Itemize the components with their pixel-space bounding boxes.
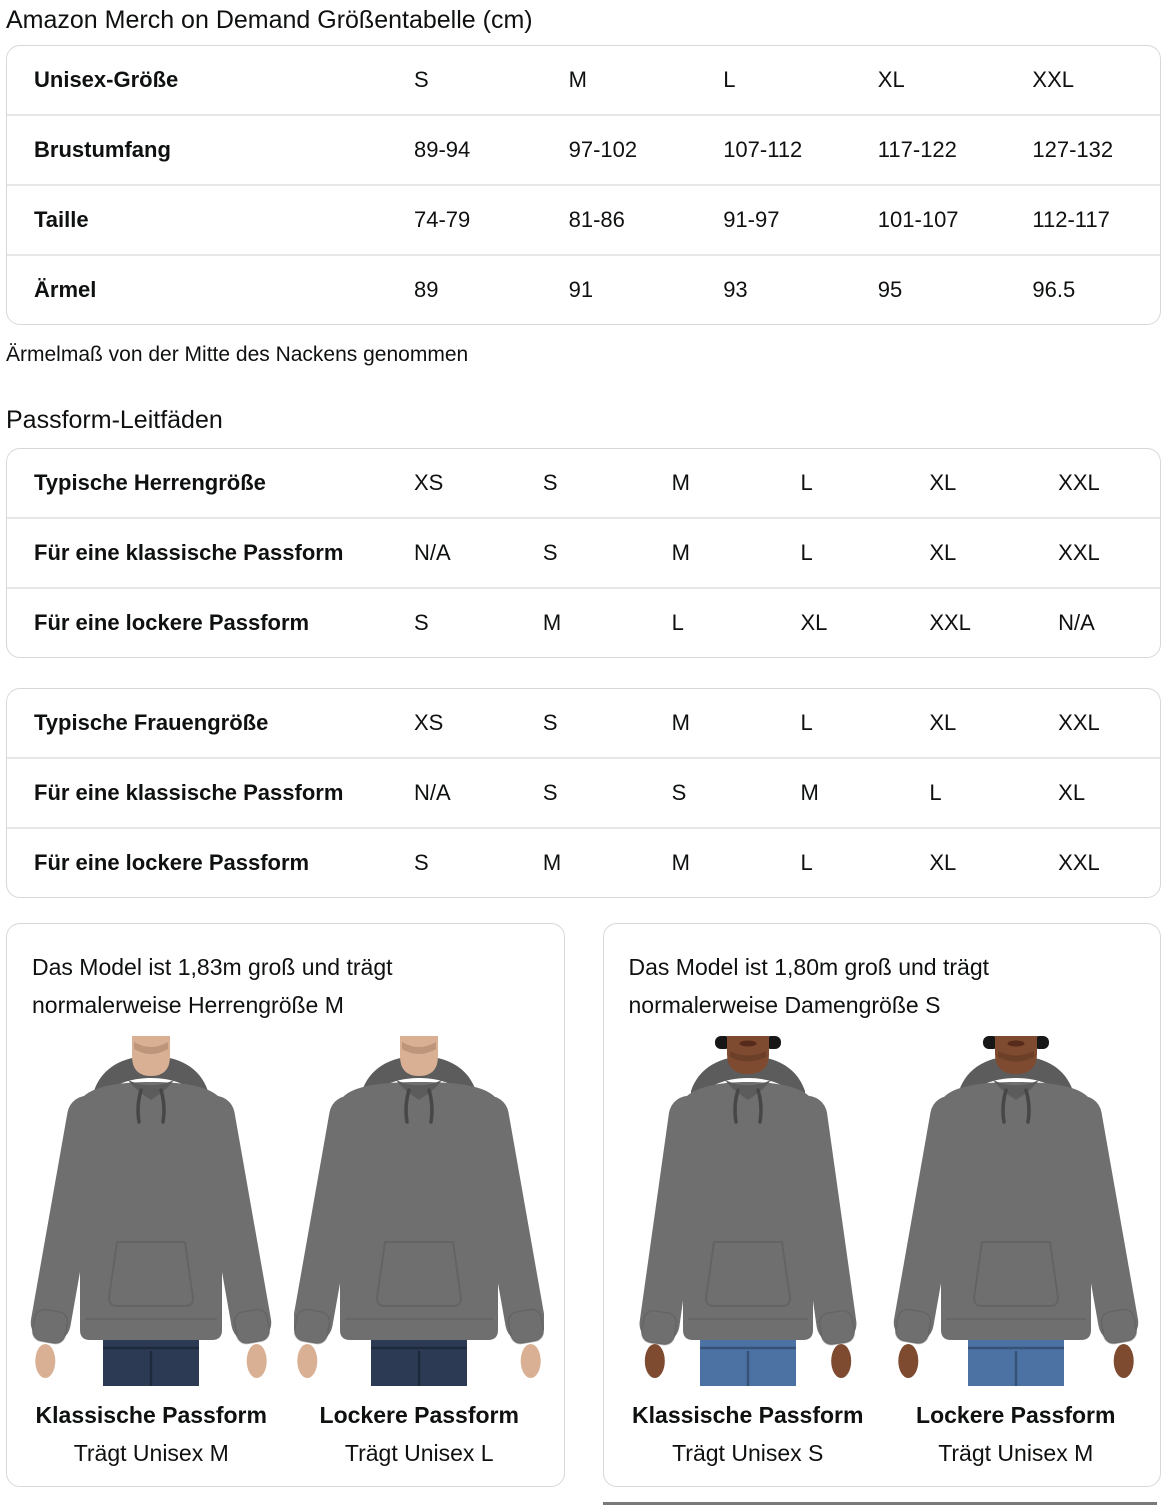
figure-caption xyxy=(891,1402,1141,1467)
row-label: Für eine lockere Passform xyxy=(34,610,310,635)
row-label: Für eine lockere Passform xyxy=(34,850,310,875)
size-cell: N/A xyxy=(414,540,451,565)
size-cell: XS xyxy=(414,710,444,735)
table-row xyxy=(7,184,1160,254)
page-title: Amazon Merch on Demand Größentabelle (cm) xyxy=(6,6,533,34)
table-row xyxy=(7,689,1160,757)
model-cards xyxy=(6,923,1161,1487)
size-cell: S xyxy=(542,540,558,565)
size-cell: L xyxy=(671,610,684,635)
size-cell: S xyxy=(414,610,429,635)
womens-model-card xyxy=(603,923,1162,1487)
row-label: Für eine klassische Passform xyxy=(34,540,344,565)
row-label: Typische Frauengröße xyxy=(34,710,269,735)
size-cell: L xyxy=(800,540,813,565)
row-label: Taille xyxy=(34,207,89,232)
row-label: Typische Herrengröße xyxy=(34,470,266,495)
size-cell: 96.5 xyxy=(1032,277,1076,302)
figure-caption xyxy=(294,1402,544,1467)
size-cell: 89-94 xyxy=(414,137,471,162)
size-cell: XXL xyxy=(1058,710,1100,735)
model-photos xyxy=(25,1036,546,1467)
size-cell: 127-132 xyxy=(1032,137,1114,162)
row-label: Für eine klassische Passform xyxy=(34,780,344,805)
size-worn-label: Trägt Unisex M xyxy=(73,1440,229,1466)
size-cell: M xyxy=(568,67,587,92)
size-cell: S xyxy=(671,780,687,805)
fit-guides-heading: Passform-Leitfäden xyxy=(6,406,223,434)
size-cell: 97-102 xyxy=(568,137,638,162)
size-cell: 91 xyxy=(568,277,594,302)
size-cell: S xyxy=(542,710,558,735)
mens-fit-table xyxy=(6,448,1161,658)
model-description: Das Model ist 1,83m groß und trägt normalerweise Herrengröße M xyxy=(32,954,393,1018)
size-worn-label: Trägt Unisex M xyxy=(938,1440,1094,1466)
size-cell: M xyxy=(671,850,690,875)
size-cell: 101-107 xyxy=(877,207,959,232)
mens-model-card xyxy=(6,923,565,1487)
size-cell: XL xyxy=(929,540,957,565)
model-photos xyxy=(622,1036,1143,1467)
model-photo-male-classic xyxy=(26,1036,276,1386)
model-figure xyxy=(26,1036,276,1467)
table-row xyxy=(7,517,1160,587)
size-cell: XXL xyxy=(1032,67,1074,92)
size-cell: XXL xyxy=(929,610,971,635)
size-cell: XXL xyxy=(1058,540,1100,565)
size-cell: XL xyxy=(1058,780,1086,805)
model-figure xyxy=(891,1036,1141,1467)
size-cell: L xyxy=(800,710,813,735)
size-cell: S xyxy=(414,67,429,92)
model-figure xyxy=(623,1036,873,1467)
size-cell: M xyxy=(671,710,690,735)
figure-caption xyxy=(623,1402,873,1467)
size-cell: 107-112 xyxy=(723,137,803,162)
model-figure xyxy=(294,1036,544,1467)
size-cell: 89 xyxy=(414,277,439,302)
size-cell: 81-86 xyxy=(568,207,625,232)
size-cell: XL xyxy=(929,850,957,875)
size-cell: 91-97 xyxy=(723,207,780,232)
size-cell: L xyxy=(723,67,736,92)
table-row xyxy=(7,46,1160,114)
fit-label: Lockere Passform xyxy=(916,1402,1116,1428)
table-row xyxy=(7,114,1160,184)
table-row xyxy=(7,449,1160,517)
size-cell: S xyxy=(414,850,429,875)
size-cell: 117-122 xyxy=(877,137,957,162)
table-row xyxy=(7,827,1160,897)
size-cell: S xyxy=(542,470,558,495)
row-label: Brustumfang xyxy=(34,137,171,162)
size-cell: XL xyxy=(929,470,957,495)
size-cell: XL xyxy=(800,610,828,635)
table-row xyxy=(7,587,1160,657)
fit-label: Klassische Passform xyxy=(632,1402,864,1428)
fit-label: Klassische Passform xyxy=(35,1402,267,1428)
row-label: Unisex-Größe xyxy=(34,67,179,92)
size-cell: N/A xyxy=(414,780,451,805)
size-cell: XL xyxy=(929,710,957,735)
model-description: Das Model ist 1,80m groß und trägt normalerweise Damengröße S xyxy=(628,954,989,1018)
size-cell: 74-79 xyxy=(414,207,471,232)
size-cell: XXL xyxy=(1058,850,1100,875)
size-cell: 95 xyxy=(877,277,903,302)
size-cell: M xyxy=(542,850,562,875)
unisex-size-table xyxy=(6,45,1161,325)
table-row xyxy=(7,254,1160,324)
size-cell: S xyxy=(542,780,558,805)
womens-fit-table xyxy=(6,688,1161,898)
size-cell: XL xyxy=(877,67,905,92)
size-cell: 93 xyxy=(723,277,748,302)
model-photo-male-loose xyxy=(294,1036,544,1386)
fit-label: Lockere Passform xyxy=(319,1402,519,1428)
size-cell: 112-117 xyxy=(1032,207,1110,232)
size-worn-label: Trägt Unisex S xyxy=(672,1440,824,1466)
size-cell: N/A xyxy=(1058,610,1095,635)
table-row xyxy=(7,757,1160,827)
size-cell: XS xyxy=(414,470,444,495)
size-cell: M xyxy=(800,780,819,805)
size-cell: L xyxy=(800,470,813,495)
size-cell: L xyxy=(800,850,813,875)
size-worn-label: Trägt Unisex L xyxy=(344,1440,494,1466)
size-cell: M xyxy=(542,610,562,635)
sleeve-note: Ärmelmaß von der Mitte des Nackens genommen xyxy=(6,343,469,366)
size-cell: M xyxy=(671,540,690,565)
model-photo-female-classic xyxy=(623,1036,873,1386)
size-cell: L xyxy=(929,780,942,805)
size-cell: M xyxy=(671,470,690,495)
model-photo-female-loose xyxy=(891,1036,1141,1386)
size-cell: XXL xyxy=(1058,470,1100,495)
figure-caption xyxy=(26,1402,276,1467)
size-chart-page xyxy=(6,5,1161,1487)
row-label: Ärmel xyxy=(34,277,97,302)
